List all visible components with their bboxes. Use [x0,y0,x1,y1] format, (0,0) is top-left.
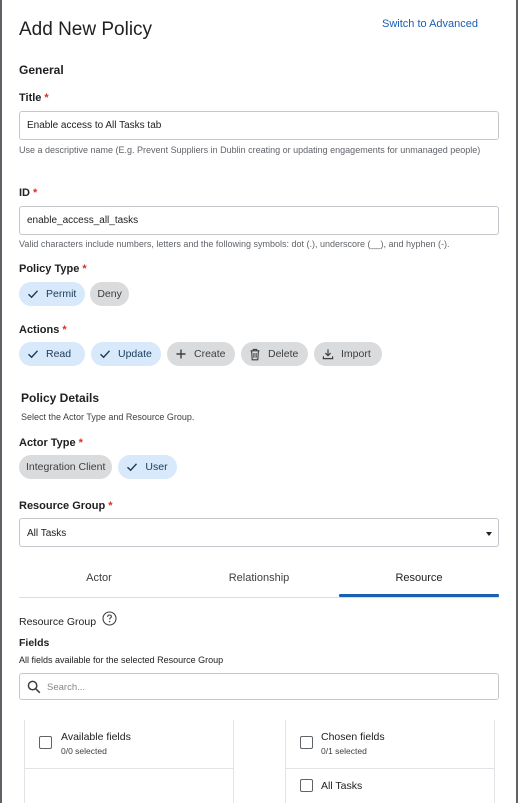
chip-read[interactable] [19,342,85,366]
chip-label: Permit [46,288,77,300]
chip-create[interactable] [167,342,235,366]
chip-integration-client[interactable] [19,455,112,479]
chosen-field-item: All Tasks [321,780,363,792]
actions-chips [19,342,382,366]
resource-group-subheading: Resource Group [19,616,97,628]
required-marker: * [78,437,83,449]
chip-label: Update [118,348,152,360]
available-fields-panel [24,720,234,803]
add-policy-dialog [2,0,516,803]
policy-type-label-text: Policy Type [19,263,80,275]
policy-details-heading: Policy Details [21,391,100,405]
available-select-all-checkbox[interactable] [39,736,52,749]
resource-group-label-text: Resource Group [19,500,106,512]
available-fields-title: Available fields [61,731,131,743]
resource-group-label [19,500,112,512]
trash-icon [248,347,262,361]
actor-type-chips [19,455,177,479]
check-icon [98,347,112,361]
chip-label: Create [194,348,226,360]
policy-details-description: Select the Actor Type and Resource Group. [21,412,195,422]
title-helper-text: Use a descriptive name (E.g. Prevent Suppliers in Dublin creating or updating engagements for unmanaged people) [19,145,481,155]
required-marker: * [82,263,87,275]
policy-tabs [19,565,499,598]
chip-label: User [145,461,168,473]
chosen-item-checkbox[interactable] [300,779,313,792]
chosen-fields-header [286,720,494,769]
chosen-select-all-checkbox[interactable] [300,736,313,749]
chosen-fields-panel [285,720,495,803]
plus-icon [174,347,188,361]
resource-group-select[interactable] [19,518,499,547]
actor-type-label [19,437,83,449]
policy-type-label [19,263,87,275]
chip-deny[interactable] [90,282,129,306]
actions-label [19,324,67,336]
fields-search-box [19,673,499,700]
tab-relationship[interactable]: Relationship [228,572,290,584]
check-icon [26,287,40,301]
fields-search-input[interactable] [47,678,487,696]
title-input[interactable] [19,111,499,140]
dialog-title: Add New Policy [19,19,153,40]
chip-label: Import [341,348,371,360]
chip-label: Deny [97,288,122,300]
chip-label: Delete [268,348,299,360]
chosen-fields-count: 0/1 selected [321,746,367,756]
tab-actor[interactable]: Actor [86,572,112,584]
fields-label: Fields [19,637,50,649]
chip-label: Read [46,348,72,360]
id-label-text: ID [19,187,30,199]
resource-group-selected-value: All Tasks [27,528,67,539]
id-helper-text: Valid characters include numbers, letters and the following symbols: dot (.), underscore (__), and hyphen (-). [19,239,450,249]
chip-import[interactable] [314,342,382,366]
fields-description: All fields available for the selected Resource Group [19,655,224,665]
active-tab-indicator [339,594,499,597]
check-icon [125,460,139,474]
id-label [19,187,37,199]
general-heading: General [19,63,64,77]
switch-to-advanced-link[interactable]: Switch to Advanced [382,18,479,30]
required-marker: * [33,187,38,199]
required-marker: * [108,500,113,512]
check-icon [26,347,40,361]
id-input[interactable] [19,206,499,235]
actor-type-label-text: Actor Type [19,437,76,449]
chip-user[interactable] [118,455,176,479]
chosen-fields-title: Chosen fields [321,731,385,743]
actions-label-text: Actions [19,324,60,336]
title-label-text: Title [19,92,42,104]
caret-down-icon [486,532,492,536]
available-fields-count: 0/0 selected [61,746,107,756]
chip-delete[interactable] [241,342,308,366]
chip-label: Integration Client [26,461,106,473]
search-icon [27,680,41,694]
download-icon [321,347,335,361]
required-marker: * [44,92,49,104]
chip-permit[interactable] [19,282,85,306]
available-fields-header [25,720,233,769]
chip-update[interactable] [91,342,161,366]
policy-type-chips [19,282,129,306]
tab-resource[interactable]: Resource [395,572,443,584]
title-label [19,92,49,104]
required-marker: * [62,324,67,336]
help-icon[interactable] [102,611,117,626]
